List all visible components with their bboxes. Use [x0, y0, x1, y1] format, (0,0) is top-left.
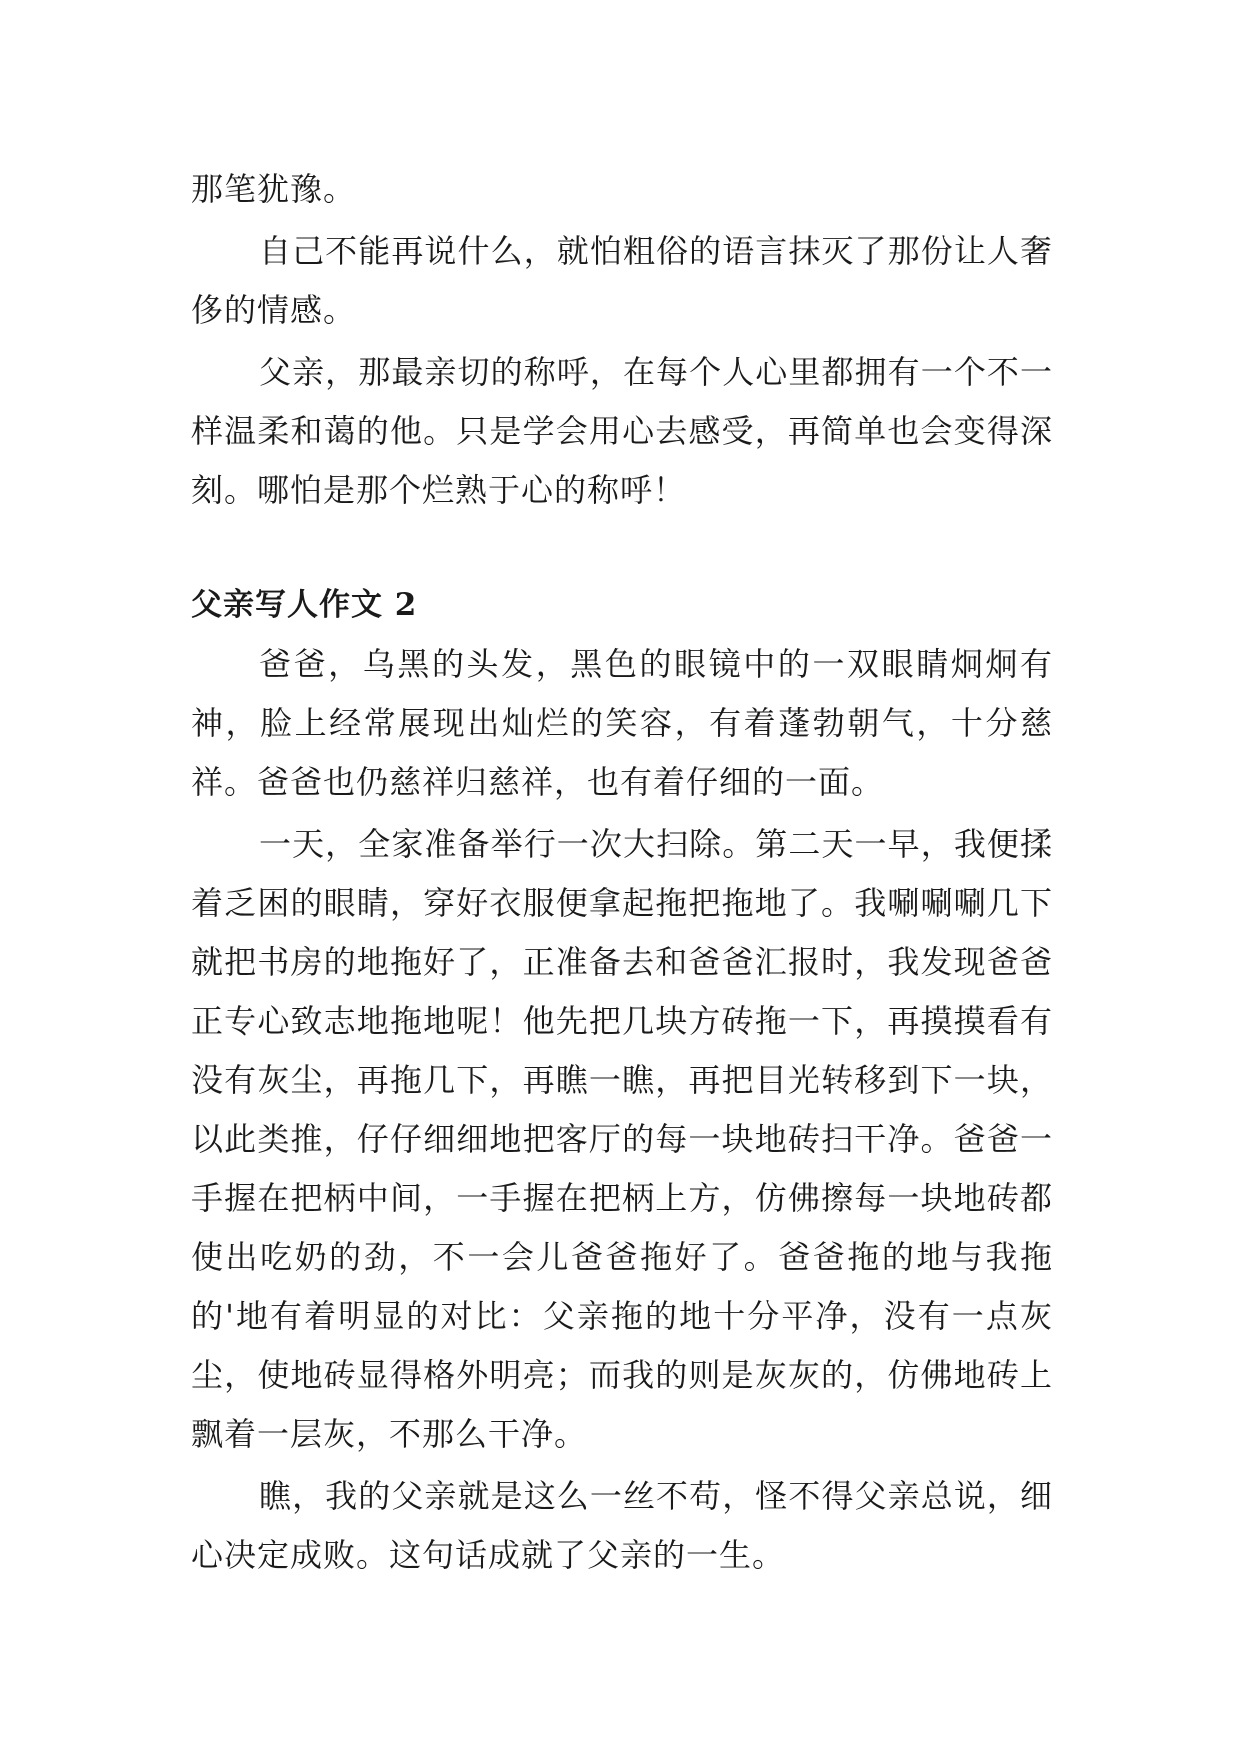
- paragraph-father-address: 父亲，那最亲切的称呼，在每个人心里都拥有一个不一样温柔和蔼的他。只是学会用心去感受，再简单也会变得深刻。哪怕是那个烂熟于心的称呼！: [191, 353, 1053, 509]
- paragraph-cleaning-story: 一天，全家准备举行一次大扫除。第二天一早，我便揉着乏困的眼睛，穿好衣服便拿起拖把拖地了。我唰唰唰几下就把书房的地拖好了，正准备去和爸爸汇报时，我发现爸爸正专心致志地拖地呢！他先把几块方砖拖一下，再摸摸看有没有灰尘，再拖几下，再瞧一瞧，再把目光转移到下一块，以此类推，仔仔细细地把客厅的每一块地砖扫干净。爸爸一手握在把柄中间，一手握在把柄上方，仿佛擦每一块地砖都使出吃奶的劲，不一会儿爸爸拖好了。爸爸拖的地与我拖的'地有着明显的对比：父亲拖的地十分平净，没有一点灰尘，使地砖显得格外明亮；而我的则是灰灰的，仿佛地砖上飘着一层灰，不那么干净。: [191, 825, 1053, 1453]
- paragraph-continuation: 那笔犹豫。: [191, 170, 357, 208]
- paragraph-father-description: 爸爸，乌黑的头发，黑色的眼镜中的一双眼睛炯炯有神，脸上经常展现出灿烂的笑容，有着蓬勃朝气，十分慈祥。爸爸也仍慈祥归慈祥，也有着仔细的一面。: [191, 645, 1053, 801]
- essay-title: 父亲写人作文 2: [191, 587, 418, 623]
- paragraph-emotion: 自己不能再说什么，就怕粗俗的语言抹灭了那份让人奢侈的情感。: [191, 232, 1053, 329]
- paragraph-conclusion: 瞧，我的父亲就是这么一丝不苟，怪不得父亲总说，细心决定成败。这句话成就了父亲的一生。: [191, 1477, 1053, 1574]
- document-page: [191, 160, 1053, 1585]
